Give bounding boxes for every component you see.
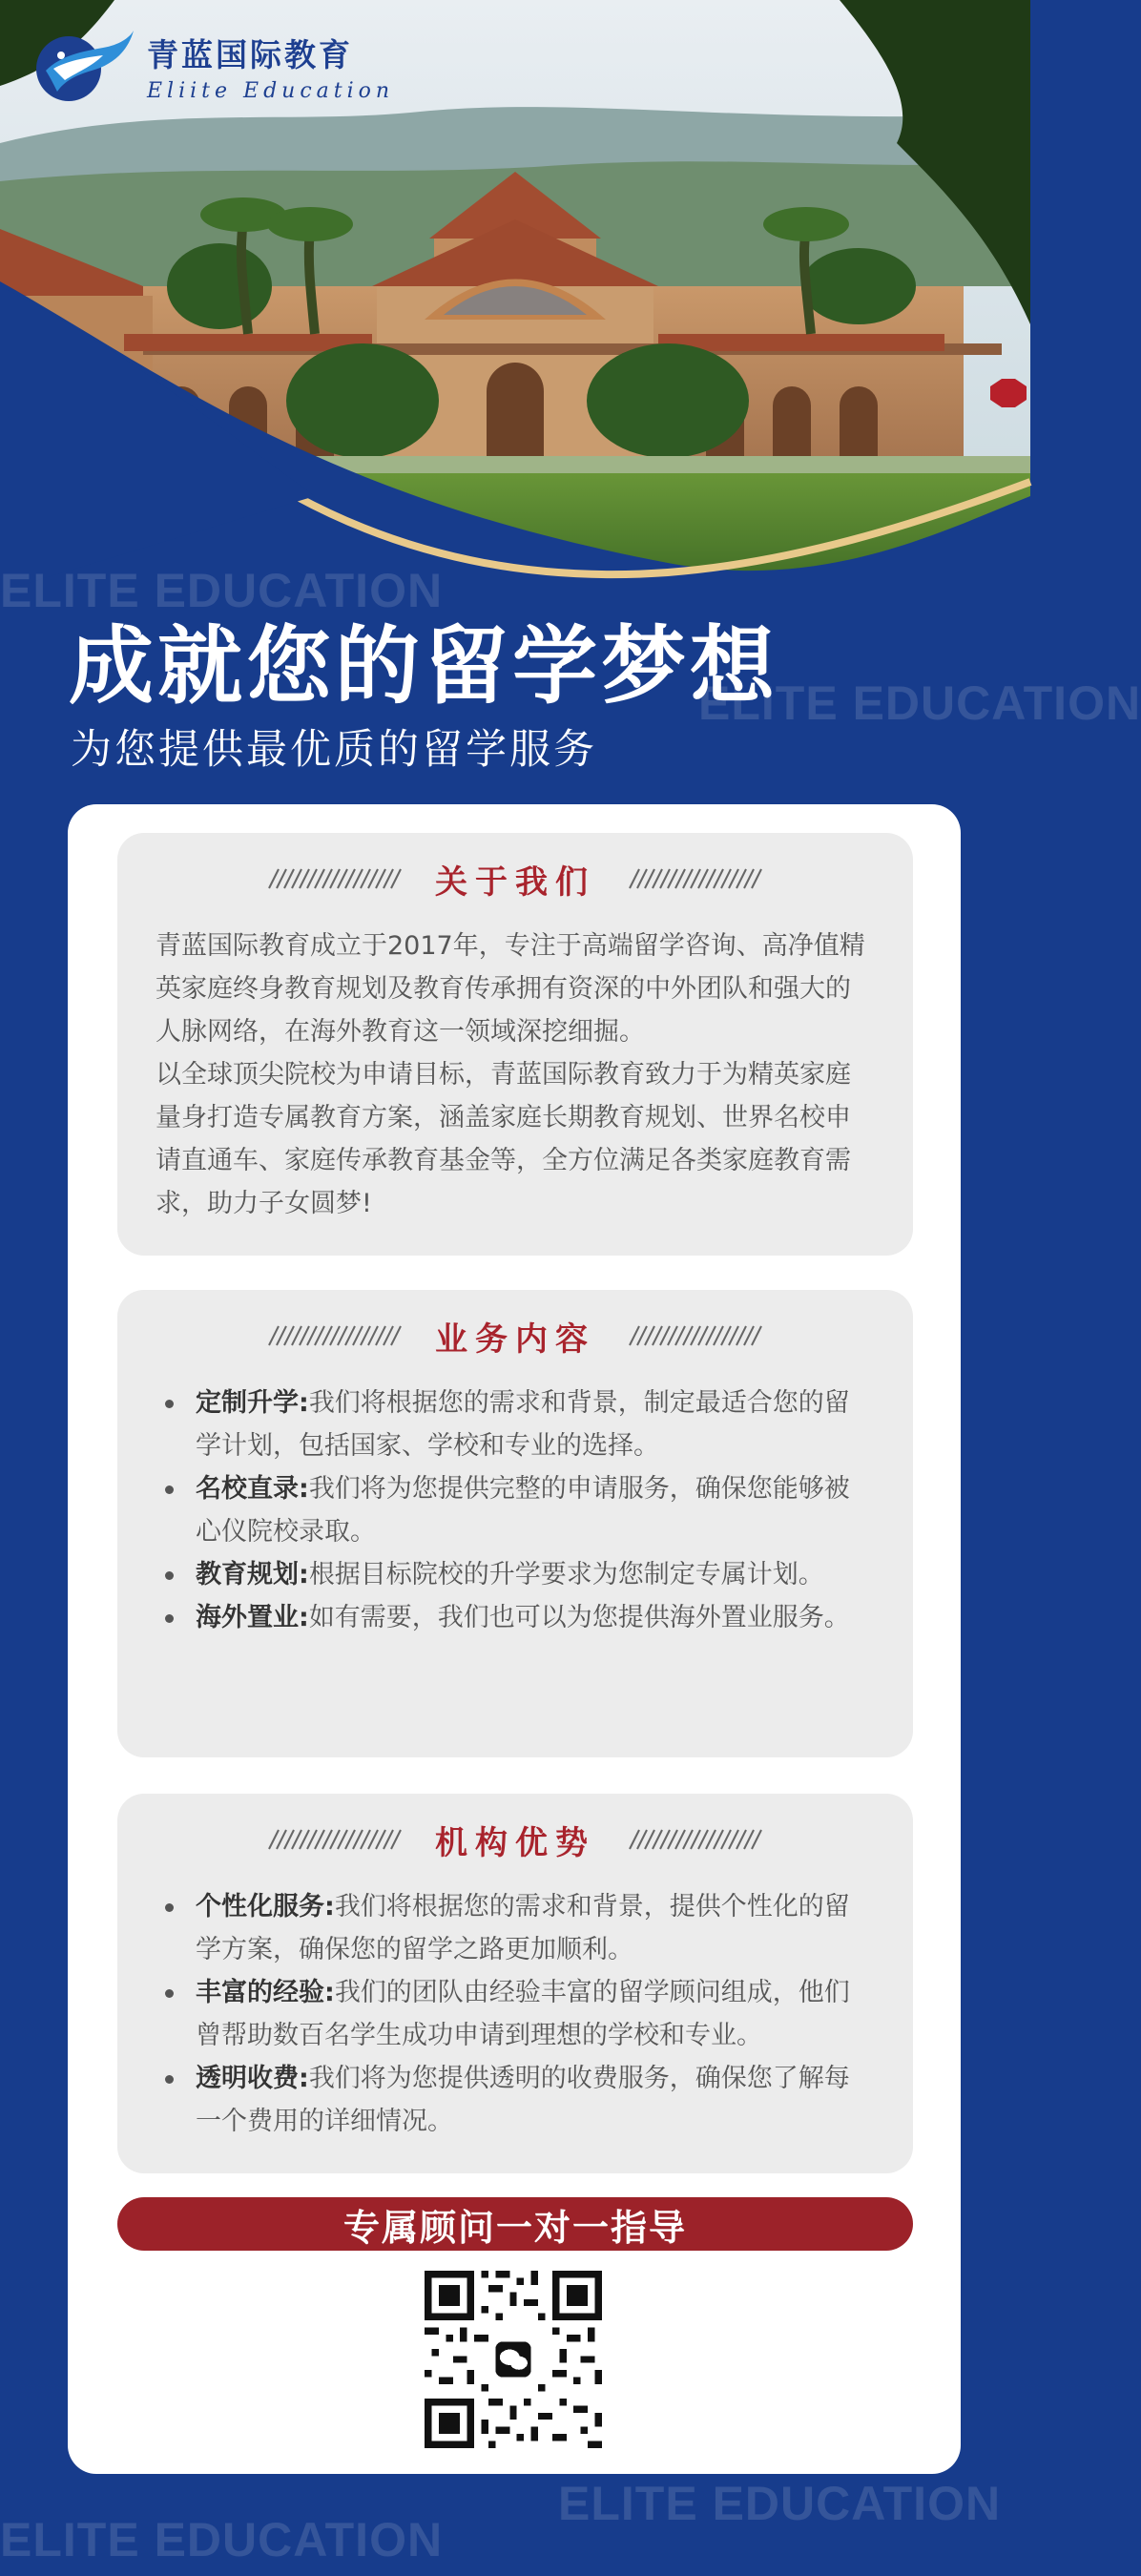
advantages-panel xyxy=(117,1794,913,2173)
slash-decoration-icon xyxy=(267,868,403,889)
list-item xyxy=(196,1381,875,1467)
item-text: 我们将根据您的需求和背景，提供个性化的留学方案，确保您的留学之路更加顺利。 xyxy=(196,1892,850,1964)
item-text: 我们将为您提供透明的收费服务，确保您了解每一个费用的详细情况。 xyxy=(196,2064,850,2136)
list-item xyxy=(196,1971,875,2057)
slash-decoration-icon xyxy=(628,868,763,889)
watermark-text: ELITE EDUCATION xyxy=(698,676,1141,730)
list-item xyxy=(196,1596,875,1639)
list-item xyxy=(196,1553,875,1596)
item-text: 我们将为您提供完整的申请服务，确保您能够被心仪院校录取。 xyxy=(196,1474,850,1547)
brand-logo[interactable] xyxy=(32,27,394,107)
item-label: 教育规划: xyxy=(196,1560,309,1589)
hero-campus-photo xyxy=(0,0,1030,592)
slash-decoration-icon xyxy=(267,1829,403,1850)
list-item xyxy=(196,1885,875,1971)
list-item xyxy=(196,2057,875,2143)
item-label: 定制升学: xyxy=(196,1388,309,1418)
about-title: 关于我们 xyxy=(435,862,595,902)
slash-decoration-icon xyxy=(628,1325,763,1346)
advantages-list xyxy=(156,1885,875,2143)
content-card xyxy=(68,804,961,2474)
item-text: 我们将根据您的需求和背景，制定最适合您的留学计划，包括国家、学校和专业的选择。 xyxy=(196,1388,850,1461)
item-label: 透明收费: xyxy=(196,2064,309,2093)
item-text: 我们的团队由经验丰富的留学顾问组成，他们曾帮助数百名学生成功申请到理想的学校和专业。 xyxy=(196,1978,850,2050)
wechat-qr-code-icon[interactable] xyxy=(425,2271,602,2448)
slash-decoration-icon xyxy=(628,1829,763,1850)
services-panel xyxy=(117,1290,913,1757)
item-label: 海外置业: xyxy=(196,1603,309,1632)
about-paragraph: 青蓝国际教育成立于2017年，专注于高端留学咨询、高净值精英家庭终身教育规划及教育传承拥有资深的中外团队和强大的人脉网络，在海外教育这一领域深挖细掘。 xyxy=(156,931,865,1047)
page-title: 成就您的留学梦想 xyxy=(69,616,778,716)
eagle-logo-icon xyxy=(32,27,135,107)
item-label: 名校直录: xyxy=(196,1474,309,1504)
about-panel xyxy=(117,833,913,1256)
about-header xyxy=(156,860,875,902)
item-label: 个性化服务: xyxy=(196,1892,335,1922)
brand-name-en: Eliite Education xyxy=(147,79,395,103)
item-label: 丰富的经验: xyxy=(196,1978,335,2007)
item-text: 如有需要，我们也可以为您提供海外置业服务。 xyxy=(308,1603,850,1632)
page-subtitle: 为您提供最优质的留学服务 xyxy=(71,726,597,774)
services-list xyxy=(156,1381,875,1639)
brand-name-cn: 青蓝国际教育 xyxy=(147,36,353,73)
advantages-header xyxy=(156,1820,875,1862)
slash-decoration-icon xyxy=(267,1325,403,1346)
services-header xyxy=(156,1317,875,1359)
advantages-title: 机构优势 xyxy=(435,1823,595,1862)
list-item xyxy=(196,1467,875,1553)
consultant-cta-button[interactable]: 专属顾问一对一指导 xyxy=(117,2197,913,2251)
item-text: 根据目标院校的升学要求为您制定专属计划。 xyxy=(308,1560,824,1589)
watermark-text: ELITE EDUCATION xyxy=(558,2477,1002,2530)
watermark-text: ELITE EDUCATION xyxy=(0,2513,444,2566)
about-paragraph: 以全球顶尖院校为申请目标，青蓝国际教育致力于为精英家庭量身打造专属教育方案，涵盖家庭长期教育规划、世界名校申请直通车、家庭传承教育基金等，全方位满足各类家庭教育需求，助力子女圆梦! xyxy=(156,1060,851,1218)
watermark-text: ELITE EDUCATION xyxy=(0,564,444,617)
services-title: 业务内容 xyxy=(435,1319,595,1359)
